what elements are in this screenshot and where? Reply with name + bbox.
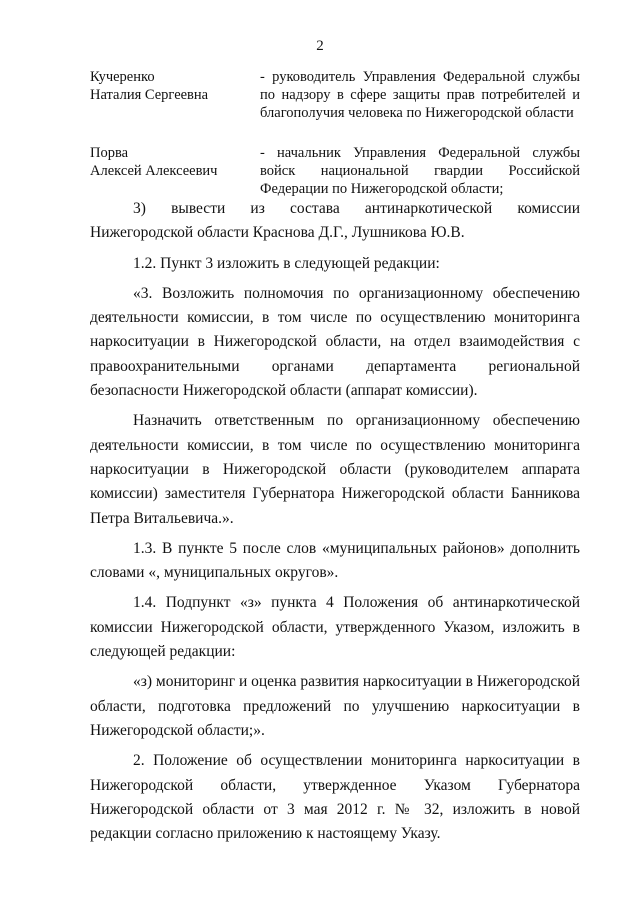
paragraph: 2. Положение об осуществлении мониторинга наркоситуации в Нижегородской области, утвержденное Указом Губернатора Нижегородской области от 3 мая 2012 г. № 32, изложить в новой редакции согласно приложению к настоящему Указу. — [90, 752, 580, 843]
decree-body — [90, 197, 580, 846]
paragraph: «3. Возложить полномочия по организационному обеспечению деятельности комиссии, в том числе по осуществлению мониторинга наркоситуации в Нижегородской области, на отдел взаимодействия с правоохранительными органами департамента региональной безопасности Нижегородской области (аппарат комиссии). — [90, 284, 580, 400]
member-given-names: Алексей Алексеевич — [90, 163, 218, 179]
paragraph: «з) мониторинг и оценка развития наркоситуации в Нижегородской области, подготовка предложений по улучшению наркоситуации в Нижегородской области;». — [90, 673, 580, 739]
page-number: 2 — [316, 38, 324, 54]
member-given-names: Наталия Сергеевна — [90, 87, 209, 103]
member-name — [90, 144, 260, 180]
paragraph: Назначить ответственным по организационному обеспечению деятельности комиссии, в том числе по осуществлению мониторинга наркоситуации в Нижегородской области (руководителем аппарата комиссии) заместителя Губернатора Нижегородской области Банникова Петра Витальевича.». — [90, 412, 580, 527]
paragraph: 1.2. Пункт 3 изложить в следующей редакции: — [133, 254, 440, 272]
paragraph: 1.4. Подпункт «з» пункта 4 Положения об антинаркотической комиссии Нижегородской области, утвержденного Указом, изложить в следующей редакции: — [90, 594, 580, 661]
member-name — [90, 68, 260, 104]
paragraph: 3) вывести из состава антинаркотической комиссии Нижегородской области Краснова Д.Г., Лушникова Ю.В. — [90, 200, 580, 242]
paragraph: 1.3. В пункте 5 после слов «муниципальных районов» дополнить словами «, муниципальных округов». — [90, 539, 580, 582]
member-surname: Порва — [90, 145, 129, 161]
member-position: - начальник Управления Федеральной службы войск национальной гвардии Российской Федерации по Нижегородской области; — [260, 145, 580, 197]
member-position: - руководитель Управления Федеральной службы по надзору в сфере защиты прав потребителей и благополучия человека по Нижегородской области — [260, 69, 580, 121]
member-surname: Кучеренко — [90, 69, 155, 85]
